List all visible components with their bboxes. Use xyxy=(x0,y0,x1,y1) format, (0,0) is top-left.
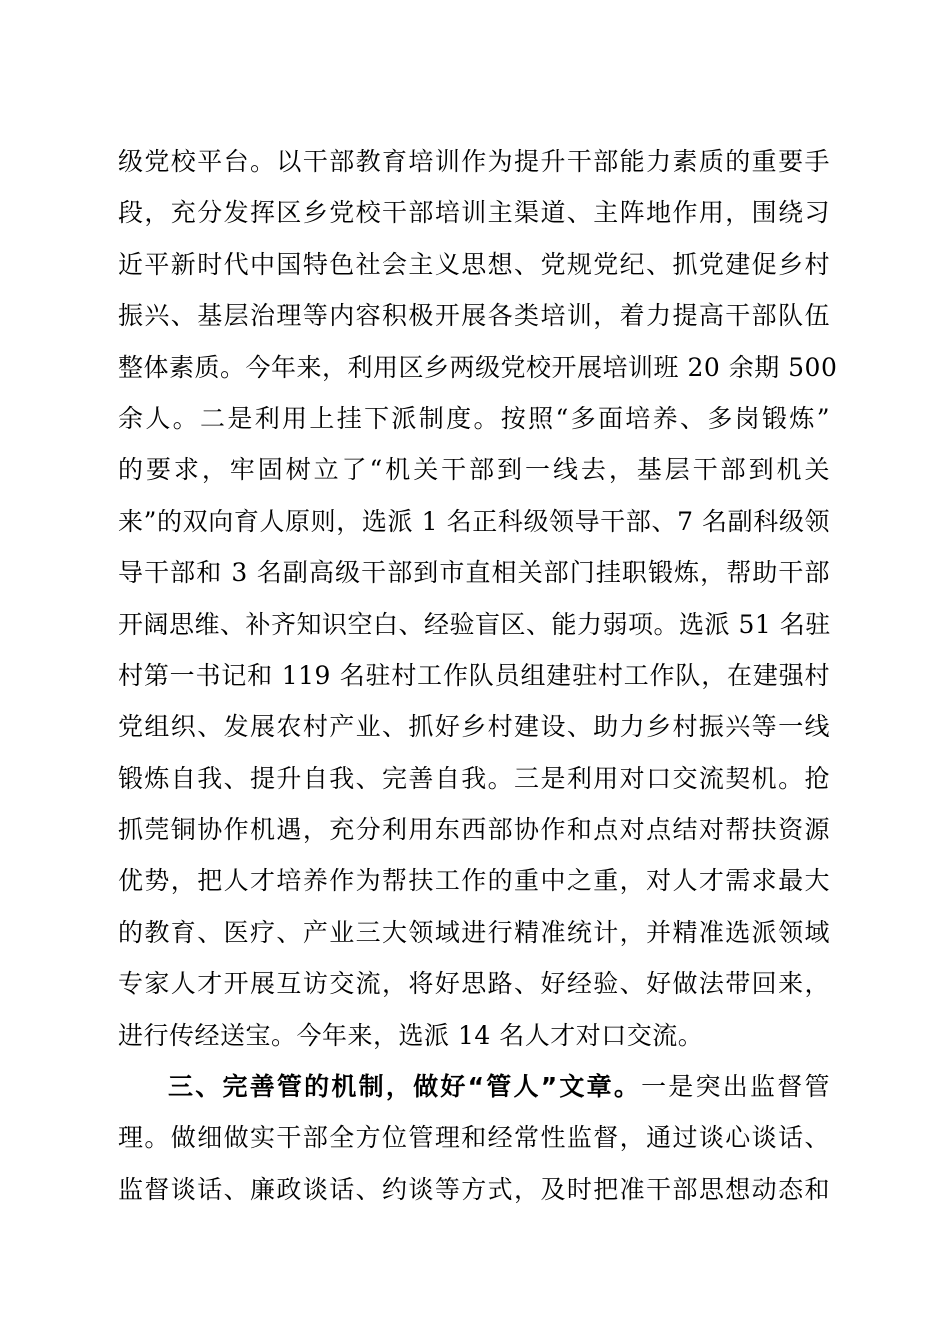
body-text xyxy=(118,136,838,1215)
text-line: 监督谈话、廉政谈话、约谈等方式，及时把准干部思想动态和 xyxy=(118,1174,830,1204)
text-line: 的要求，牢固树立了“机关干部到一线去，基层干部到机关 xyxy=(118,455,830,485)
section-heading-line xyxy=(118,1061,830,1112)
text-line: 专家人才开展互访交流，将好思路、好经验、好做法带回来， xyxy=(118,969,830,999)
text-line: 的教育、医疗、产业三大领域进行精准统计，并精准选派领域 xyxy=(118,917,830,947)
heading-line-rest: 一是突出监督管 xyxy=(641,1072,830,1102)
text-line: 来”的双向育人原则，选派 1 名正科级领导干部、7 名副科级领 xyxy=(118,506,830,536)
text-line: 段，充分发挥区乡党校干部培训主渠道、主阵地作用，围绕习 xyxy=(118,198,830,228)
text-line: 开阔思维、补齐知识空白、经验盲区、能力弱项。选派 51 名驻 xyxy=(118,609,831,639)
text-line: 导干部和 3 名副高级干部到市直相关部门挂职锻炼，帮助干部 xyxy=(118,558,830,588)
text-line: 理。做细做实干部全方位管理和经常性监督，通过谈心谈话、 xyxy=(118,1123,830,1153)
text-line: 优势，把人才培养作为帮扶工作的重中之重，对人才需求最大 xyxy=(118,866,830,896)
text-line: 整体素质。今年来，利用区乡两级党校开展培训班 20 余期 500 xyxy=(118,352,838,382)
text-line: 锻炼自我、提升自我、完善自我。三是利用对口交流契机。抢 xyxy=(118,763,830,793)
section-heading: 三、完善管的机制，做好“管人”文章。 xyxy=(168,1072,642,1102)
text-line: 党组织、发展农村产业、抓好乡村建设、助力乡村振兴等一线 xyxy=(118,712,830,742)
text-line: 振兴、基层治理等内容积极开展各类培训，着力提高干部队伍 xyxy=(118,301,830,331)
text-line: 抓莞铜协作机遇，充分利用东西部协作和点对点结对帮扶资源 xyxy=(118,815,830,845)
text-line: 近平新时代中国特色社会主义思想、党规党纪、抓党建促乡村 xyxy=(118,249,830,279)
text-line: 余人。二是利用上挂下派制度。按照“多面培养、多岗锻炼” xyxy=(118,403,830,433)
text-line: 村第一书记和 119 名驻村工作队员组建驻村工作队，在建强村 xyxy=(118,660,830,690)
text-line: 进行传经送宝。今年来，选派 14 名人才对口交流。 xyxy=(118,1020,704,1050)
text-line: 级党校平台。以干部教育培训作为提升干部能力素质的重要手 xyxy=(118,147,830,176)
